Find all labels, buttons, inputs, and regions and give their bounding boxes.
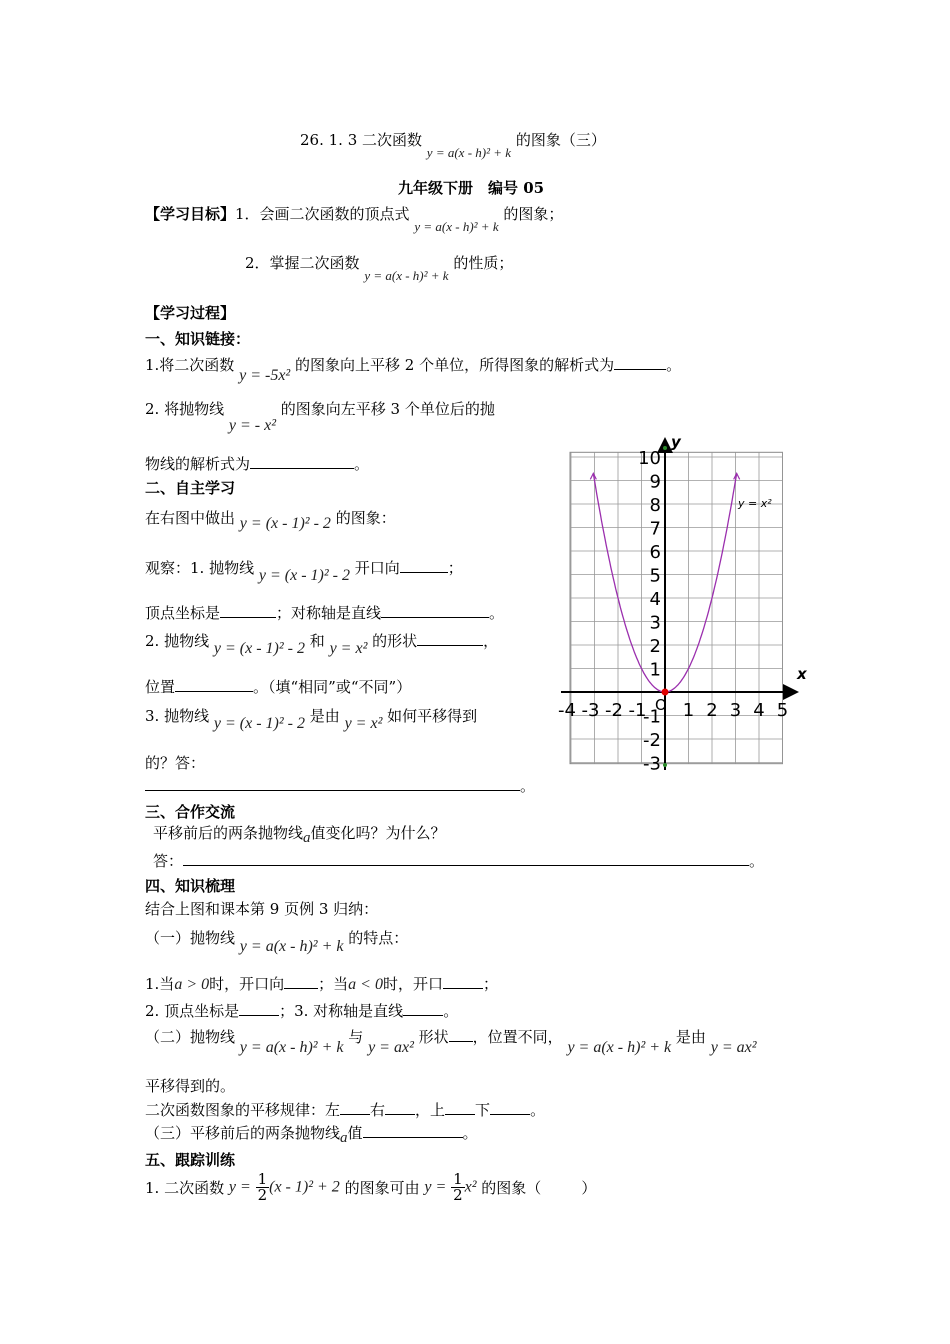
question-2-cont (145, 453, 369, 474)
part-1-heading (145, 927, 409, 955)
tick-label: 6 (649, 542, 661, 563)
rule-b: 右 (370, 1101, 386, 1119)
q2-text-a: 2. 将抛物线 (145, 400, 225, 418)
tick-label: 4 (649, 589, 661, 610)
open-down-blank[interactable] (443, 974, 483, 989)
part-2-end: 平移得到的。 (145, 1077, 236, 1095)
tick-label: -1 (643, 706, 661, 728)
q2-answer-blank[interactable] (250, 454, 354, 469)
q3-formula-2: y = x² (344, 715, 383, 732)
tick-label: 3 (729, 700, 742, 721)
t1-f1: (x - 1)² + 2 (269, 1178, 340, 1196)
y-axis-label: y (671, 435, 681, 451)
t1-a: 1. 二次函数 (145, 1179, 225, 1197)
obs-formula: y = (x - 1)² - 2 (258, 567, 350, 584)
t1-y2: y = (424, 1178, 447, 1196)
goal-2 (245, 252, 514, 283)
coop-text-a: 平移前后的两条抛物线 (153, 824, 304, 842)
p1-text-b: 的特点： (348, 929, 409, 947)
training-1 (145, 1172, 596, 1203)
p2-f2: y = ax² (368, 1039, 414, 1056)
tick-label: -4 (558, 700, 576, 721)
p1-l2-a: 2. 顶点坐标是 (145, 1002, 240, 1020)
p2-e: 是由 (675, 1028, 706, 1046)
page-title (300, 129, 606, 160)
p2-a: （二）抛物线 (145, 1028, 236, 1046)
tick-label: 5 (649, 565, 661, 587)
p1-l2-end: 。 (443, 1002, 459, 1020)
question-3 (145, 705, 478, 732)
question-2 (145, 398, 495, 434)
section-4-title: 四、知识梳理 (145, 877, 236, 895)
axis-blank[interactable] (381, 603, 489, 618)
q3-text-a: 3. 抛物线 (145, 707, 210, 725)
section-2-title: 二、自主学习 (145, 479, 236, 497)
page-subtitle: 九年级下册 编号 05 (398, 179, 545, 197)
vertex-line (145, 602, 504, 623)
observe-1 (145, 557, 463, 584)
p1-l1-a: 1.当 (145, 975, 175, 993)
t1-num: 1 (257, 1170, 268, 1188)
obs-text-b: 开口向 (354, 559, 400, 577)
t1-f2: x² (464, 1178, 477, 1196)
sym-axis-blank[interactable] (403, 1001, 443, 1016)
q3-formula-1: y = (x - 1)² - 2 (213, 715, 305, 732)
q3-end: 。 (520, 777, 536, 795)
title-suffix: 的图象（三） (515, 131, 606, 149)
goal-2-text: 2．掌握二次函数 (245, 254, 360, 272)
draw-formula: y = (x - 1)² - 2 (239, 515, 331, 532)
pos-text-a: 位置 (145, 678, 176, 696)
q1-text-a: 1.将二次函数 (145, 356, 235, 374)
p2-f4: y = ax² (710, 1039, 757, 1056)
t1-fraction (256, 1172, 270, 1203)
left-blank[interactable] (340, 1100, 370, 1115)
coop-text-b: 值变化吗？为什么？ (310, 824, 446, 842)
rule-c: ，上 (415, 1101, 446, 1119)
q2-text-c: 物线的解析式为 (145, 455, 251, 473)
p1-l1-end: ； (482, 975, 498, 993)
coop-answer-blank[interactable] (183, 851, 749, 866)
part-1-line-2 (145, 1000, 458, 1021)
p1-l1-b: 时，开口向 (209, 975, 285, 993)
part-3-line (145, 1122, 478, 1146)
draw-text-b: 的图象： (335, 509, 396, 527)
section-1-title: 一、知识链接： (145, 330, 251, 348)
p3-b: 值 (347, 1124, 363, 1142)
tick-label: 2 (649, 636, 661, 657)
coop-answer (153, 850, 764, 871)
t1-den-2: 2 (453, 1186, 463, 1204)
p1-l1-f1: a > 0 (174, 976, 210, 993)
tick-label: 1 (649, 659, 661, 681)
shape-same-blank[interactable] (449, 1027, 473, 1042)
q1-text-b: 的图象向上平移 2 个单位，所得图象的解析式为 (295, 356, 615, 374)
a-value-blank[interactable] (363, 1123, 463, 1138)
obs-text-a: 观察：1. 抛物线 (145, 559, 255, 577)
p1-l2-b: ；3. 对称轴是直线 (279, 1002, 404, 1020)
y-top-marker (663, 446, 667, 450)
p2-f3: y = a(x - h)² + k (567, 1039, 672, 1056)
vertex-point (662, 689, 669, 696)
goal-1 (145, 203, 564, 234)
t1-d: ） (581, 1179, 597, 1197)
t1-b: 的图象可由 (344, 1179, 420, 1197)
t1-y: y = (228, 1178, 251, 1196)
q3-text-c: 如何平移得到 (387, 707, 478, 725)
vertex-text-a: 顶点坐标是 (145, 604, 221, 622)
tick-label: -1 (628, 700, 647, 721)
p1-text-a: （一）抛物线 (145, 929, 236, 947)
q3-answer-blank[interactable] (145, 776, 520, 791)
vertex-text-b: ；对称轴是直线 (276, 604, 382, 622)
p2-d: ，位置不同， (472, 1028, 563, 1046)
goal-1-end: 的图象； (503, 205, 564, 223)
title-text: 26. 1. 3 二次函数 (300, 131, 423, 149)
summary-intro: 结合上图和课本第 9 页例 3 归纳： (145, 900, 379, 918)
tick-label: 1 (682, 700, 695, 721)
vertex-end: 。 (489, 604, 505, 622)
q1-formula: y = -5x² (239, 367, 291, 384)
translation-rule (145, 1099, 545, 1120)
vertex-blank[interactable] (220, 603, 276, 618)
curve-label: y = x² (738, 497, 772, 510)
q2-end: 。 (354, 455, 370, 473)
coop-ans-label: 答： (153, 852, 184, 870)
t1-fraction-2 (451, 1172, 465, 1203)
p2-b: 与 (348, 1028, 364, 1046)
p1-l1-c: ；当 (318, 975, 349, 993)
up-blank[interactable] (445, 1100, 475, 1115)
down-blank[interactable] (490, 1100, 530, 1115)
tick-label: -3 (643, 753, 661, 775)
cmp-text-a: 2. 抛物线 (145, 632, 210, 650)
draw-text-a: 在右图中做出 (145, 509, 236, 527)
q1-end: 。 (666, 356, 682, 374)
rule-d: 下 (475, 1101, 491, 1119)
compare-line (145, 630, 499, 657)
part-2-line (145, 1026, 757, 1056)
tick-label: -2 (643, 730, 661, 751)
tick-label: 3 (649, 612, 661, 634)
q1-answer-blank[interactable] (614, 355, 666, 370)
p1-l1-f2: a < 0 (348, 976, 383, 993)
t1-num-2: 1 (453, 1170, 463, 1188)
goal-2-formula: y = a(x - h)² + k (364, 268, 449, 283)
part-1-line-1 (145, 973, 498, 994)
q2-formula: y = - x² (228, 417, 276, 434)
x-axis-label: x (797, 665, 807, 683)
rule-a: 二次函数图象的平移规律：左 (145, 1101, 341, 1119)
p2-c: 形状 (418, 1028, 449, 1046)
t1-den: 2 (257, 1186, 268, 1204)
p1-formula: y = a(x - h)² + k (239, 938, 344, 955)
tick-label: 9 (649, 471, 661, 493)
shape-blank[interactable] (417, 631, 483, 646)
goal-2-end: 的性质； (453, 254, 514, 272)
question-1 (145, 354, 682, 384)
section-5-title: 五、跟踪训练 (145, 1151, 236, 1169)
t1-c: 的图象（ (481, 1179, 542, 1197)
tick-label: 8 (649, 495, 661, 516)
goal-1-text: 1．会画二次函数的顶点式 (235, 205, 410, 223)
y-bottom-marker (663, 763, 667, 767)
obs-opening-blank[interactable] (400, 558, 448, 573)
tick-label: -3 (581, 700, 600, 721)
section-3-title: 三、合作交流 (145, 803, 236, 821)
cmp-formula-1: y = (x - 1)² - 2 (213, 640, 305, 657)
goals-label: 【学习目标】 (145, 205, 236, 223)
q2-text-b: 的图象向左平移 3 个单位后的抛 (280, 400, 495, 418)
tick-label: 5 (776, 700, 789, 721)
right-blank[interactable] (385, 1100, 415, 1115)
vertex-coord-blank[interactable] (239, 1001, 279, 1016)
p3-end: 。 (462, 1124, 478, 1142)
tick-label: 10 (638, 448, 661, 469)
process-label: 【学习过程】 (145, 304, 236, 322)
obs-end: ； (447, 559, 463, 577)
open-up-blank[interactable] (284, 974, 318, 989)
question-3-answer (145, 752, 205, 773)
origin-label: O (655, 696, 667, 714)
position-blank[interactable] (175, 677, 253, 692)
q3-text-b: 是由 (309, 707, 340, 725)
coordinate-graph (555, 435, 815, 775)
p3-a: （三）平移前后的两条抛物线 (145, 1124, 341, 1142)
coop-end: 。 (749, 852, 765, 870)
p2-f1: y = a(x - h)² + k (239, 1039, 344, 1056)
coop-question (153, 822, 446, 846)
tick-label: 2 (706, 700, 718, 721)
draw-instruction (145, 507, 396, 532)
q3-text-d: 的？答： (145, 754, 206, 772)
p3-var: a (340, 1130, 348, 1146)
p1-l1-d: 时，开口 (382, 975, 443, 993)
position-line (145, 676, 411, 697)
goal-1-formula: y = a(x - h)² + k (414, 219, 499, 234)
cmp-formula-2: y = x² (329, 640, 368, 657)
pos-text-b: 。（填“相同”或“不同”） (253, 678, 412, 696)
title-formula: y = a(x - h)² + k (426, 145, 512, 160)
cmp-text-b: 的形状 (372, 632, 418, 650)
cmp-and: 和 (309, 632, 325, 650)
cmp-end: ， (483, 632, 499, 650)
tick-label: -2 (605, 700, 623, 721)
rule-end: 。 (530, 1101, 546, 1119)
tick-label: 7 (649, 518, 661, 540)
question-3-answer-line (145, 775, 535, 796)
tick-label: 4 (753, 700, 765, 721)
coop-var: a (303, 830, 311, 846)
